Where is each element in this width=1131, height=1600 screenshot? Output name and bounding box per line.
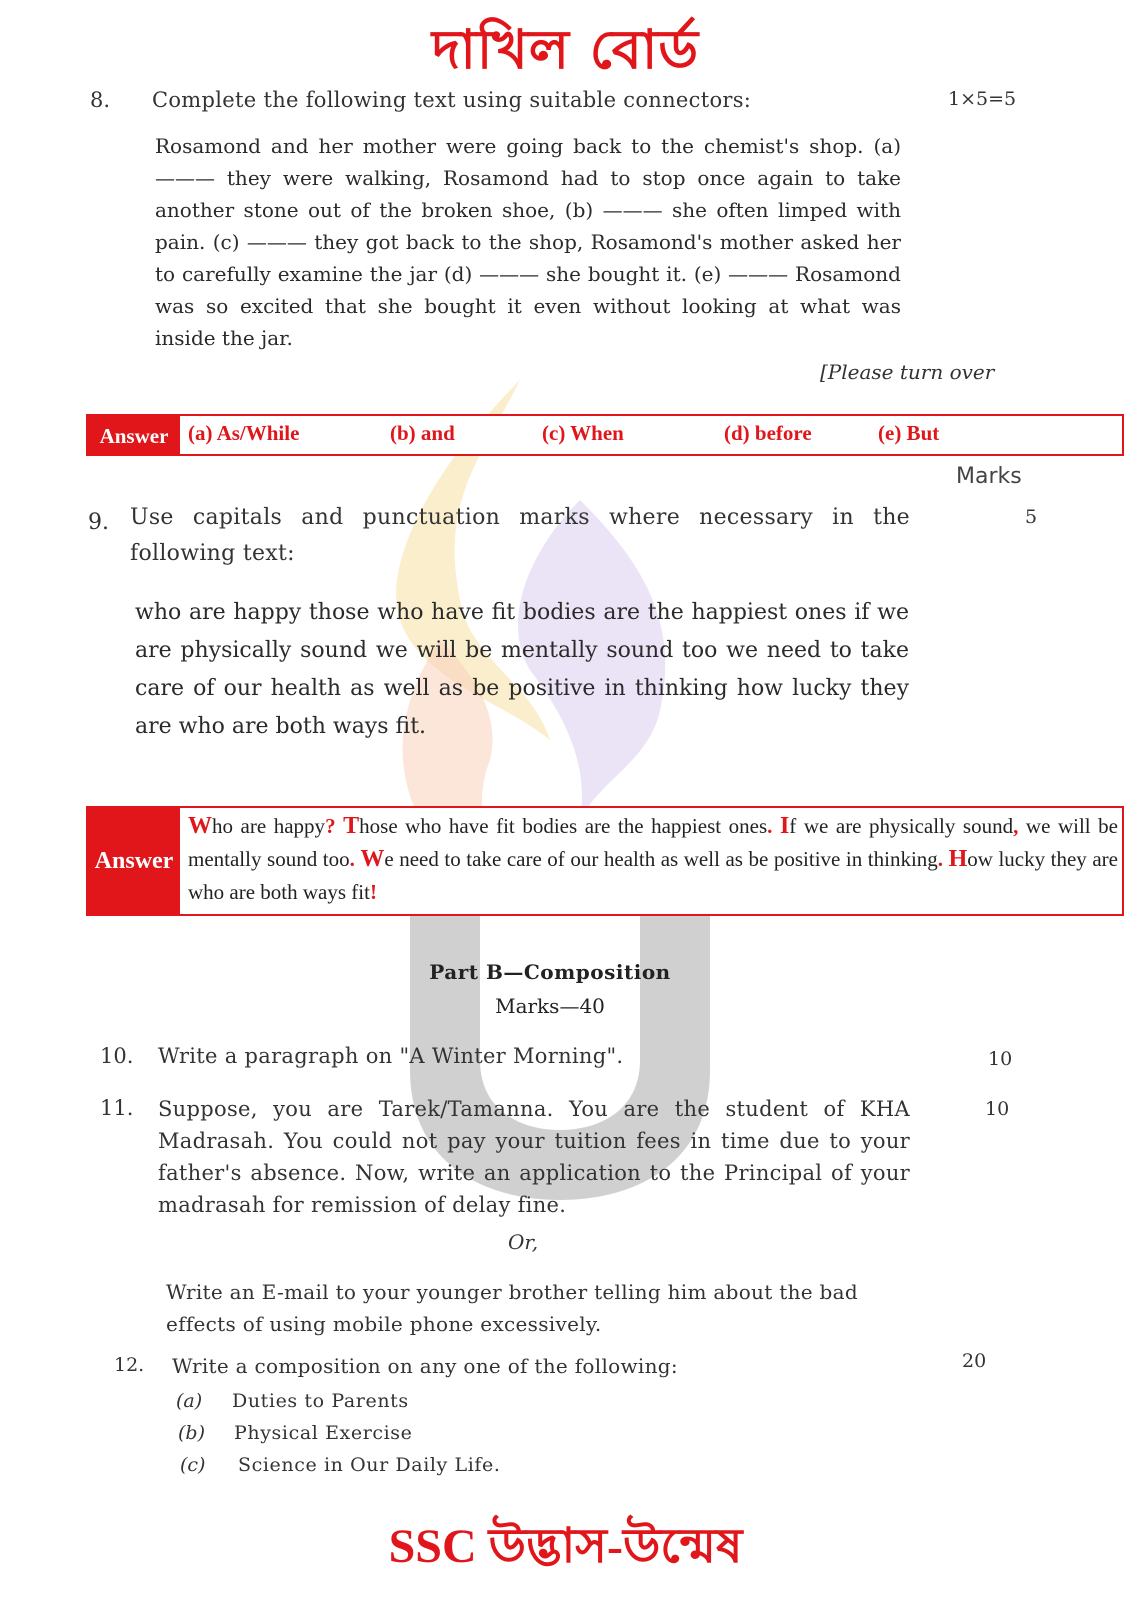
q10-marks: 10 bbox=[988, 1048, 1013, 1070]
answer-q9-segment: , bbox=[1013, 814, 1019, 838]
answer-item-b: (b) and bbox=[390, 421, 455, 445]
q12-option-a-label: (a) bbox=[176, 1390, 203, 1412]
answer-q9-segment: . bbox=[767, 814, 773, 838]
answer-label: Answer bbox=[88, 416, 180, 454]
answer-item-c: (c) When bbox=[542, 421, 624, 445]
answer-item-e: (e) But bbox=[878, 421, 940, 445]
answer-label: Answer bbox=[88, 808, 180, 914]
answer-q9-segment: we will be mentally sound too bbox=[188, 814, 1118, 871]
turn-over-note: [Please turn over bbox=[820, 360, 995, 384]
answer-q9-segment: ? bbox=[325, 814, 336, 838]
q9-passage: who are happy those who have fit bodies are the happiest ones if we are physically sound we will be mentally sound too we need to take care of our health as well as be positive in thinking how lucky they are who are both ways fit. bbox=[135, 600, 909, 739]
answer-box-q9 bbox=[86, 806, 1124, 916]
marks-heading: Marks bbox=[956, 464, 1022, 489]
q11-or: Or, bbox=[508, 1230, 539, 1254]
answer-q9-segment: ho are happy bbox=[212, 814, 326, 838]
q12-marks: 20 bbox=[962, 1350, 987, 1372]
q8-marks: 1×5=5 bbox=[948, 88, 1017, 110]
answer-q9-segment bbox=[772, 814, 780, 838]
answer-q9-segment: . bbox=[349, 847, 355, 871]
answer-q9-segment: . bbox=[937, 847, 944, 871]
q12-option-b-label: (b) bbox=[178, 1422, 205, 1444]
q12-option-c-label: (c) bbox=[180, 1454, 206, 1476]
q11-marks: 10 bbox=[985, 1098, 1010, 1120]
answer-item-a: (a) As/While bbox=[188, 421, 300, 445]
answer-q9-segment: e need to take care of our health as well as be positive in thinking bbox=[384, 847, 938, 871]
footer-title: SSC উদ্ভাস-উন্মেষ bbox=[388, 1520, 743, 1573]
answer-q9-segment: W bbox=[360, 846, 385, 872]
q12-number: 12. bbox=[114, 1354, 145, 1376]
answer-q9-segment: T bbox=[343, 813, 360, 839]
answer-box-q8 bbox=[86, 414, 1124, 456]
q10-number: 10. bbox=[100, 1044, 134, 1068]
answer-q9-segment: ! bbox=[369, 880, 377, 904]
answer-q9-segment bbox=[336, 814, 344, 838]
answer-q9-segment: W bbox=[188, 813, 212, 839]
answer-q9-segment: ow lucky they are who are both ways fit bbox=[188, 847, 1118, 904]
header-title: দাখিল বোর্ড bbox=[431, 18, 700, 81]
answer-q9-segment: f we are physically sound bbox=[789, 814, 1014, 838]
part-b-title: Part B—Composition bbox=[429, 960, 671, 984]
q9-marks: 5 bbox=[1025, 506, 1038, 528]
q8-passage: Rosamond and her mother were going back to the chemist's shop. (a) ——— they were walking, Rosamond had to stop once again to take another stone out of the broken shoe, (b) ——— she often limped with pain. (c) ——— they got back to the shop, Rosamond's mother asked her to carefully examine the jar (d) ——— she bought it. (e) ——— Rosamond was so excited that she bought it even without looking at what was inside the jar. bbox=[155, 134, 901, 350]
q12-option-a-text: Duties to Parents bbox=[232, 1390, 409, 1412]
q10-prompt: Write a paragraph on "A Winter Morning". bbox=[158, 1044, 624, 1068]
q11-prompt: Suppose, you are Tarek/Tamanna. You are the student of KHA Madrasah. You could not pay your tuition fees in time due to your father's absence. Now, write an application to the Principal of your madrasah for remission of delay fine. bbox=[158, 1097, 910, 1217]
q11-alt-prompt: Write an E-mail to your younger brother telling him about the bad effects of using mobile phone excessively. bbox=[166, 1280, 858, 1336]
q9-prompt: Use capitals and punctuation marks where necessary in the following text: bbox=[130, 505, 910, 566]
part-b-marks: Marks—40 bbox=[495, 994, 605, 1018]
answer-q9-segment: I bbox=[779, 813, 790, 839]
q8-number: 8. bbox=[90, 88, 111, 112]
answer-q9-segment: H bbox=[948, 846, 968, 872]
answer-q9-text bbox=[188, 810, 1118, 909]
q9-number: 9. bbox=[88, 510, 109, 535]
answer-item-d: (d) before bbox=[724, 421, 812, 445]
q8-prompt: Complete the following text using suitable connectors: bbox=[152, 88, 752, 112]
answer-q9-segment: hose who have fit bodies are the happiest ones bbox=[359, 814, 768, 838]
q12-option-c-text: Science in Our Daily Life. bbox=[238, 1454, 501, 1476]
q12-prompt: Write a composition on any one of the following: bbox=[172, 1354, 678, 1378]
q12-option-b-text: Physical Exercise bbox=[234, 1422, 413, 1444]
q11-number: 11. bbox=[100, 1096, 134, 1120]
